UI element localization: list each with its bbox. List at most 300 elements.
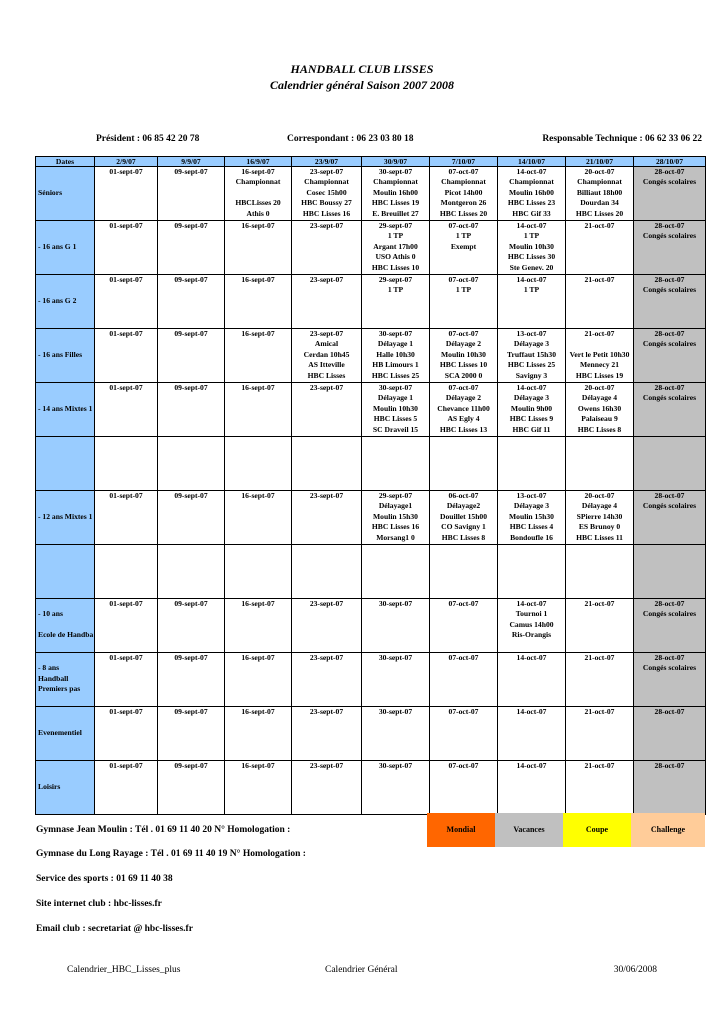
match-line: Owens 16h30	[577, 403, 622, 413]
match-cell	[430, 653, 498, 707]
match-cell	[362, 761, 430, 815]
gym-long-rayage: Gymnase du Long Rayage : Tél . 01 69 11 40 19 N° Homologation :	[36, 849, 306, 859]
match-line: Congés scolaires	[642, 339, 697, 349]
match-cell	[225, 545, 292, 599]
category-line	[38, 653, 94, 663]
header-cell: Dates	[36, 157, 95, 167]
match-line: Moulin 16h00	[373, 187, 418, 197]
match-cell	[362, 545, 430, 599]
match-line: 07-oct-07	[448, 167, 479, 176]
match-cell	[158, 599, 225, 653]
match-cell	[430, 707, 498, 761]
category-line: - 12 ans Mixtes 1	[38, 511, 93, 521]
legend-mondial: Mondial	[427, 813, 495, 847]
match-cell	[158, 383, 225, 437]
match-line: Moulin 16h00	[509, 187, 554, 197]
match-cell	[292, 167, 362, 221]
match-cell	[158, 707, 225, 761]
match-cell	[498, 221, 566, 275]
match-line: 21-oct-07	[584, 761, 615, 770]
match-line: Congés scolaires	[642, 231, 697, 241]
category-line	[38, 285, 94, 295]
match-cell	[95, 653, 158, 707]
president-contact: Président : 06 85 42 20 78	[96, 134, 200, 144]
sports-service: Service des sports : 01 69 11 40 38	[36, 874, 173, 884]
match-cell	[498, 545, 566, 599]
match-line: 20-oct-07	[584, 167, 615, 176]
match-line: AS Egly 4	[447, 414, 480, 424]
club-email: Email club : secretariat @ hbc-lisses.fr	[36, 924, 193, 934]
match-line: 01-sept-07	[109, 329, 143, 338]
match-line: 21-oct-07	[584, 599, 615, 608]
match-cell	[225, 221, 292, 275]
match-cell	[634, 491, 706, 545]
match-line: 30-sept-07	[378, 599, 413, 608]
match-cell	[634, 383, 706, 437]
match-cell	[95, 491, 158, 545]
match-cell	[634, 437, 706, 491]
match-cell	[95, 329, 158, 383]
legend-challenge: Challenge	[631, 813, 705, 847]
category-line	[38, 620, 94, 630]
match-line: HBC Lisses 16	[302, 208, 351, 218]
match-line: 28-oct-07	[654, 707, 685, 716]
match-line: 21-oct-07	[584, 707, 615, 716]
match-line: 09-sept-07	[174, 599, 208, 608]
legend-vacances: Vacances	[495, 813, 563, 847]
category-line: Loisirs	[38, 781, 61, 791]
match-cell	[566, 437, 634, 491]
match-cell	[158, 329, 225, 383]
match-line: 09-sept-07	[174, 329, 208, 338]
match-cell	[95, 707, 158, 761]
category-line	[38, 231, 94, 241]
match-line: 23-sept-07	[309, 653, 344, 662]
match-line: HBC Lisses 5	[373, 414, 418, 424]
match-cell	[566, 383, 634, 437]
legend-coupe: Coupe	[563, 813, 631, 847]
match-line: Cosec 15h00	[306, 187, 347, 197]
match-line: 30-sept-07	[378, 383, 413, 392]
gym-jean-moulin: Gymnase Jean Moulin : Tél . 01 69 11 40 20 N° Homologation :	[36, 825, 291, 835]
match-line: 29-sept-07	[378, 491, 413, 500]
match-line: 16-sept-07	[241, 221, 275, 230]
match-cell	[634, 221, 706, 275]
match-line: Moulin 15h30	[373, 511, 418, 521]
match-line	[566, 339, 633, 349]
match-line: 14-oct-07	[516, 761, 547, 770]
correspondant-contact: Correspondant : 06 23 03 80 18	[287, 134, 414, 144]
match-line: Bondoufle 16	[510, 532, 553, 542]
match-line: 07-oct-07	[448, 221, 479, 230]
match-line: HBC Lisses 11	[576, 532, 623, 542]
match-cell	[95, 167, 158, 221]
header-cell: 2/9/07	[95, 157, 158, 167]
match-line: 09-sept-07	[174, 383, 208, 392]
match-line: Tournoi 1	[515, 609, 548, 619]
match-cell	[634, 653, 706, 707]
match-cell	[498, 167, 566, 221]
category-line: - 14 ans Mixtes 1	[38, 403, 93, 413]
match-line: Congés scolaires	[642, 609, 697, 619]
category-line: Handball	[38, 673, 69, 683]
club-website: Site internet club : hbc-lisses.fr	[36, 899, 162, 909]
header-cell: 14/10/07	[498, 157, 566, 167]
match-cell	[362, 383, 430, 437]
match-cell	[566, 761, 634, 815]
match-line: 29-sept-07	[378, 221, 413, 230]
header-cell: 30/9/07	[362, 157, 430, 167]
match-cell	[498, 437, 566, 491]
table-row	[36, 167, 706, 221]
match-cell	[158, 545, 225, 599]
match-line: Délayage 4	[581, 501, 618, 511]
category-cell	[36, 599, 95, 653]
header-cell: 28/10/07	[634, 157, 706, 167]
match-cell	[292, 275, 362, 329]
match-line: 01-sept-07	[109, 275, 143, 284]
match-line: 16-sept-07	[241, 275, 275, 284]
match-line: 09-sept-07	[174, 491, 208, 500]
match-line: 14-oct-07	[516, 653, 547, 662]
match-line: Moulin 10h30	[441, 349, 486, 359]
category-cell	[36, 221, 95, 275]
match-line: HBC Lisses 10	[439, 360, 488, 370]
match-line: Délayage 1	[377, 393, 414, 403]
match-line: 1 TP	[387, 231, 404, 241]
match-line: 23-sept-07	[309, 167, 344, 176]
club-title: HANDBALL CLUB LISSES	[290, 62, 434, 76]
match-cell	[362, 275, 430, 329]
match-line: 21-oct-07	[584, 653, 615, 662]
match-cell	[498, 653, 566, 707]
category-cell	[36, 275, 95, 329]
match-cell	[225, 653, 292, 707]
match-line: Douillet 15h00	[439, 511, 488, 521]
match-line: 21-oct-07	[584, 329, 615, 338]
match-line: 23-sept-07	[309, 221, 344, 230]
page-footer-right: 30/06/2008	[613, 965, 657, 975]
match-line: AS Itteville	[308, 360, 345, 370]
match-cell	[292, 653, 362, 707]
match-line: Championnat	[441, 177, 486, 187]
match-line: 30-sept-07	[378, 707, 413, 716]
match-cell	[498, 383, 566, 437]
match-line: HBC Lisses 13	[439, 424, 488, 434]
match-line: 21-oct-07	[584, 221, 615, 230]
match-line: 09-sept-07	[174, 275, 208, 284]
match-line: USO Athis 0	[375, 252, 416, 262]
match-cell	[566, 275, 634, 329]
match-cell	[566, 653, 634, 707]
category-line	[38, 167, 94, 177]
match-cell	[158, 491, 225, 545]
match-line: 16-sept-07	[241, 167, 275, 176]
category-line	[38, 761, 94, 771]
match-cell	[362, 437, 430, 491]
match-cell	[292, 761, 362, 815]
category-cell	[36, 707, 95, 761]
match-cell	[566, 545, 634, 599]
match-cell	[498, 491, 566, 545]
category-line	[38, 491, 94, 501]
match-line: 28-oct-07	[654, 599, 685, 608]
category-line	[38, 717, 94, 727]
table-row	[36, 491, 706, 545]
match-cell	[362, 707, 430, 761]
match-cell	[634, 599, 706, 653]
match-line: 16-sept-07	[241, 491, 275, 500]
match-line: HBC Lisses 8	[441, 532, 486, 542]
match-line: 16-sept-07	[241, 761, 275, 770]
match-cell	[95, 383, 158, 437]
table-row	[36, 221, 706, 275]
match-line: Délayage2	[446, 501, 481, 511]
match-cell	[95, 221, 158, 275]
match-line: 28-oct-07	[654, 167, 685, 176]
category-line	[38, 599, 94, 609]
match-line: 23-sept-07	[309, 329, 344, 338]
match-line: 09-sept-07	[174, 167, 208, 176]
match-line: HBC Lisses 10	[371, 262, 420, 272]
match-line: Délayage 3	[513, 501, 550, 511]
match-cell	[566, 221, 634, 275]
match-cell	[498, 275, 566, 329]
table-row	[36, 545, 706, 599]
match-line: HBC Lisses 20	[439, 208, 488, 218]
match-line: 09-sept-07	[174, 653, 208, 662]
table-row	[36, 383, 706, 437]
match-line: 14-oct-07	[516, 167, 547, 176]
category-line	[38, 383, 94, 393]
match-line: 1 TP	[455, 231, 472, 241]
match-cell	[158, 653, 225, 707]
match-line: 28-oct-07	[654, 761, 685, 770]
match-line: 09-sept-07	[174, 221, 208, 230]
match-line: 28-oct-07	[654, 383, 685, 392]
match-line: 14-oct-07	[516, 383, 547, 392]
match-cell	[225, 275, 292, 329]
header-cell: 9/9/07	[158, 157, 225, 167]
category-cell	[36, 491, 95, 545]
header-cell: 16/9/07	[225, 157, 292, 167]
match-line: 07-oct-07	[448, 653, 479, 662]
match-line: 20-oct-07	[584, 383, 615, 392]
category-cell	[36, 761, 95, 815]
match-line: 01-sept-07	[109, 221, 143, 230]
match-cell	[292, 437, 362, 491]
match-line: 28-oct-07	[654, 653, 685, 662]
category-line: Evenementiel	[38, 727, 82, 737]
match-line: E. Breuillet 27	[372, 208, 419, 218]
match-line: 23-sept-07	[309, 491, 344, 500]
match-line: 20-oct-07	[584, 491, 615, 500]
match-line: 29-sept-07	[378, 275, 413, 284]
match-line: Ris-Orangis	[511, 630, 552, 640]
match-cell	[566, 599, 634, 653]
match-cell	[292, 599, 362, 653]
match-cell	[225, 437, 292, 491]
match-line: 28-oct-07	[654, 275, 685, 284]
match-line: Camus 14h00	[509, 619, 554, 629]
match-line: Savigny 3	[515, 370, 548, 380]
match-line: 07-oct-07	[448, 383, 479, 392]
category-line: - 10 ans	[38, 609, 63, 619]
category-line	[38, 275, 94, 285]
match-line: Délayage 4	[581, 393, 618, 403]
category-cell	[36, 437, 95, 491]
match-cell	[430, 491, 498, 545]
match-line: SPierre 14h30	[576, 511, 623, 521]
category-line: Séniors	[38, 187, 63, 197]
match-line: Délayage1	[378, 501, 413, 511]
match-cell	[566, 707, 634, 761]
match-line: 16-sept-07	[241, 653, 275, 662]
match-line: Cerdan 10h45	[303, 349, 350, 359]
match-cell	[225, 491, 292, 545]
match-line: HBC Lisses 30	[507, 252, 556, 262]
match-line: CO Savigny 1	[441, 522, 486, 532]
match-cell	[95, 545, 158, 599]
match-line: Amical	[314, 339, 339, 349]
match-cell	[498, 599, 566, 653]
header-cell: 21/10/07	[566, 157, 634, 167]
table-row	[36, 437, 706, 491]
table-row	[36, 653, 706, 707]
match-cell	[292, 383, 362, 437]
match-cell	[362, 653, 430, 707]
match-line: Picot 14h00	[444, 187, 483, 197]
category-line	[38, 501, 94, 511]
match-line: HBC Lisses 16	[371, 522, 420, 532]
match-cell	[430, 599, 498, 653]
match-cell	[430, 329, 498, 383]
match-line: 01-sept-07	[109, 167, 143, 176]
match-line: Morsang1 0	[376, 532, 415, 542]
match-line: 14-oct-07	[516, 221, 547, 230]
match-line: HBC Lisses 19	[371, 198, 420, 208]
match-line: Moulin 9h00	[510, 403, 553, 413]
match-cell	[158, 437, 225, 491]
header-cell: 7/10/07	[430, 157, 498, 167]
match-line: Truffaut 15h30	[506, 349, 556, 359]
match-line: HBC Gif 11	[512, 424, 551, 434]
match-cell	[362, 329, 430, 383]
match-line: Championnat	[235, 177, 281, 187]
match-line: HBCLisses 20	[235, 198, 281, 208]
match-line: Délayage 2	[445, 393, 482, 403]
match-cell	[634, 761, 706, 815]
match-line: Championnat	[509, 177, 554, 187]
match-cell	[634, 545, 706, 599]
category-line: Ecole de Handba	[38, 630, 94, 640]
match-line: ES Brunoy 0	[578, 522, 621, 532]
match-line: Mennecy 21	[579, 360, 619, 370]
match-line	[225, 188, 291, 198]
match-line: HBC Lisses 9	[509, 414, 554, 424]
match-cell	[362, 599, 430, 653]
category-line	[38, 329, 94, 339]
match-cell	[292, 707, 362, 761]
category-cell	[36, 383, 95, 437]
match-line: Argant 17h00	[373, 241, 418, 251]
match-cell	[430, 275, 498, 329]
match-cell	[292, 329, 362, 383]
match-line: 1 TP	[455, 285, 472, 295]
match-cell	[430, 545, 498, 599]
match-line: 01-sept-07	[109, 707, 143, 716]
match-line: HB Limours 1	[372, 360, 419, 370]
category-line	[38, 771, 94, 781]
match-line: HBC Lisses 25	[371, 370, 420, 380]
match-line: 1 TP	[387, 285, 404, 295]
match-line: HBC Lisses 25	[507, 360, 556, 370]
table-row	[36, 761, 706, 815]
category-line: - 16 ans Filles	[38, 349, 83, 359]
match-cell	[498, 329, 566, 383]
match-line: 30-sept-07	[378, 761, 413, 770]
match-line: Championnat	[577, 177, 622, 187]
match-line: HBC Lisses 23	[507, 198, 556, 208]
match-cell	[95, 761, 158, 815]
match-line: 14-oct-07	[516, 275, 547, 284]
page-footer-center: Calendrier Général	[325, 965, 398, 975]
match-line: Moulin 15h30	[509, 511, 554, 521]
match-line: 09-sept-07	[174, 761, 208, 770]
category-cell	[36, 167, 95, 221]
match-line: Délayage 3	[513, 339, 550, 349]
match-line: 07-oct-07	[448, 707, 479, 716]
match-line: 06-oct-07	[448, 491, 479, 500]
match-line: Dourdan 34	[580, 198, 619, 208]
match-line: 30-sept-07	[378, 167, 413, 176]
match-line: Moulin 10h30	[373, 403, 418, 413]
match-cell	[225, 383, 292, 437]
match-cell	[566, 491, 634, 545]
match-line: 01-sept-07	[109, 599, 143, 608]
match-line: 16-sept-07	[241, 329, 275, 338]
match-line: 23-sept-07	[309, 707, 344, 716]
match-line: 23-sept-07	[309, 275, 344, 284]
match-line: Congés scolaires	[642, 177, 697, 187]
match-line: Exempt	[450, 241, 477, 251]
match-line: Congés scolaires	[642, 663, 697, 673]
match-line: Billiaut 18h00	[576, 187, 623, 197]
match-cell	[292, 545, 362, 599]
match-line: Ste Genev. 20	[509, 262, 554, 272]
match-cell	[430, 383, 498, 437]
match-line: 13-oct-07	[516, 491, 547, 500]
match-cell	[225, 761, 292, 815]
match-cell	[225, 599, 292, 653]
match-line: Halle 10h30	[376, 349, 415, 359]
match-cell	[498, 761, 566, 815]
match-line: Congés scolaires	[642, 393, 697, 403]
match-line: Championnat	[373, 177, 418, 187]
match-line: Congés scolaires	[642, 501, 697, 511]
match-line: 16-sept-07	[241, 599, 275, 608]
match-cell	[566, 329, 634, 383]
table-row	[36, 599, 706, 653]
match-cell	[225, 167, 292, 221]
category-line: - 8 ans	[38, 663, 60, 673]
match-line: 07-oct-07	[448, 329, 479, 338]
table-row	[36, 275, 706, 329]
match-line: Moulin 10h30	[509, 241, 554, 251]
match-cell	[634, 275, 706, 329]
match-line: SCA 2000 0	[444, 370, 483, 380]
match-line: HBC Lisses 19	[575, 370, 624, 380]
